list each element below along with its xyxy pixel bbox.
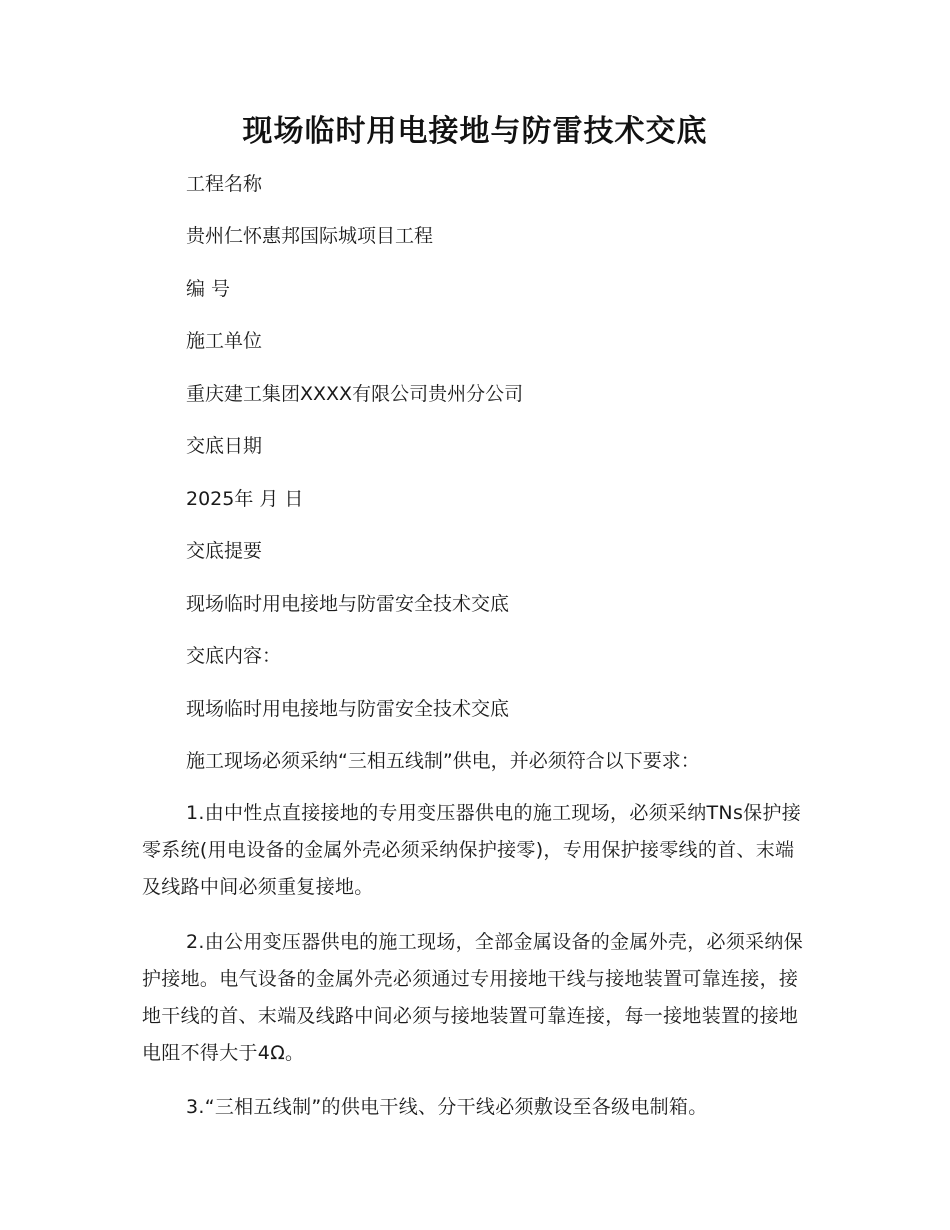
content-heading: 现场临时用电接地与防雷安全技术交底: [186, 698, 510, 720]
field-project-name-label: 工程名称: [186, 173, 263, 195]
field-content-label: 交底内容：: [186, 645, 282, 667]
field-date-value: 2025年 月 日: [186, 488, 304, 510]
field-summary-label: 交底提要: [186, 540, 263, 562]
field-project-name-value: 贵州仁怀惠邦国际城项目工程: [186, 225, 434, 247]
field-summary-value: 现场临时用电接地与防雷安全技术交底: [186, 593, 510, 615]
paragraph-1: 1.由中性点直接接地的专用变压器供电的施工现场，必须采纳TNs保护接零系统(用电设备的金属外壳必须采纳保护接零)，专用保护接零线的首、末端及线路中间必须重复接地。: [142, 802, 802, 898]
content-intro: 施工现场必须采纳“三相五线制”供电，并必须符合以下要求：: [186, 750, 700, 772]
document-title: 现场临时用电接地与防雷技术交底: [242, 114, 708, 149]
field-number-label: 编 号: [186, 278, 231, 300]
field-construction-unit-label: 施工单位: [186, 330, 263, 352]
paragraph-3: 3.“三相五线制”的供电干线、分干线必须敷设至各级电制箱。: [186, 1096, 708, 1118]
field-construction-unit-value: 重庆建工集团XXXX有限公司贵州分公司: [186, 383, 524, 405]
paragraph-2: 2.由公用变压器供电的施工现场，全部金属设备的金属外壳，必须采纳保护接地。电气设备的金属外壳必须通过专用接地干线与接地装置可靠连接，接地干线的首、末端及线路中间必须与接地装置可靠连接，每一接地装置的接地电阻不得大于4Ω。: [142, 931, 804, 1064]
field-date-label: 交底日期: [186, 435, 263, 457]
